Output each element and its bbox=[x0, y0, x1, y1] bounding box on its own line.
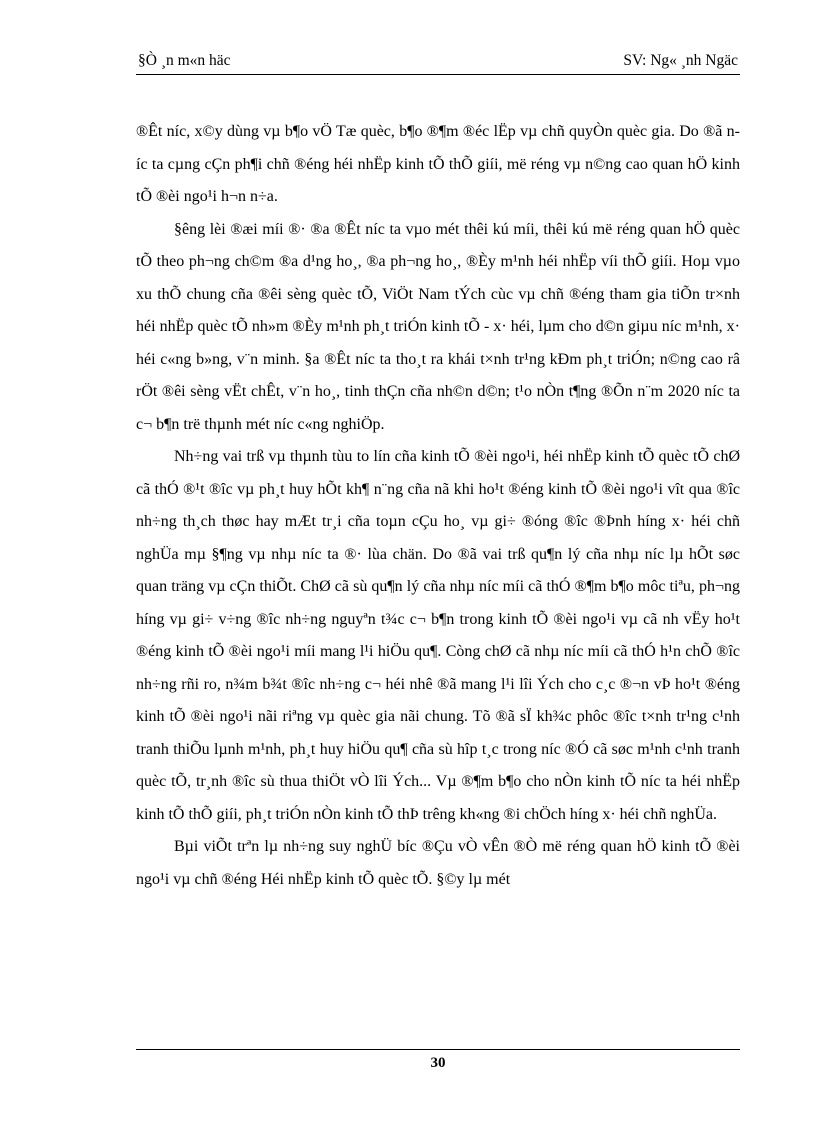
page-header bbox=[136, 52, 740, 75]
paragraph-1: ®Êt níc, x©y dùng vµ b¶o vÖ Tæ quèc, b¶o ®¶m ®éc lËp vµ chñ quyÒn quèc gia. Do ®ã níc ta cµng cÇn ph¶i chñ ®éng héi nhËp kinh tÕ thÕ giíi, më réng vµ n©ng cao quan hÖ kinh tÕ ®èi ngo¹i h¬n n÷a. bbox=[136, 123, 740, 205]
footer-divider bbox=[136, 1049, 740, 1050]
body-text bbox=[136, 116, 740, 896]
paragraph-3: Nh÷ng vai trß vµ thµnh tùu to lín cña kinh tÕ ®èi ngo¹i, héi nhËp kinh tÕ quèc tÕ chØ cã thÓ ®¹t ®îc vµ ph¸t huy hÕt kh¶ n¨ng cña nã khi ho¹t ®éng kinh tÕ ®èi ngo¹i vît qua ®îc nh÷ng th¸ch thøc hay mÆt tr¸i cña toµn cÇu ho¸ vµ gi÷ ®óng ®îc ®Þnh híng x· héi chñ nghÜa mµ §¶ng vµ nhµ níc ta ®· lùa chän. Do ®ã vai trß qu¶n lý cña nhµ níc lµ hÕt søc quan träng vµ cÇn thiÕt. ChØ cã sù qu¶n lý cña nhµ níc míi cã thÓ ®¶m b¶o môc tiªu, ph¬ng híng vµ gi÷ v÷ng ®îc nh÷ng nguyªn t¾c c¬ b¶n trong kinh tÕ ®èi ngo¹i vµ cã nh vËy ho¹t ®éng kinh tÕ ®èi ngo¹i míi mang l¹i hiÖu qu¶. Còng chØ cã nhµ níc míi cã thÓ h¹n chÕ ®îc nh÷ng rñi ro, n¾m b¾t ®îc nh÷ng c¬ héi nhê ®ã mang l¹i lîi Ých cho c¸c ®¬n vÞ ho¹t ®éng kinh tÕ ®èi ngo¹i nãi riªng vµ quèc gia nãi chung. Tõ ®ã sÏ kh¾c phôc ®îc t×nh tr¹ng c¹nh tranh thiÕu lµnh m¹nh, ph¸t huy hiÖu qu¶ cña sù hîp t¸c trong níc ®Ó cã søc m¹nh c¹nh tranh quèc tÕ, tr¸nh ®îc sù thua thiÖt vÒ lîi Ých... Vµ ®¶m b¶o cho nÒn kinh tÕ níc ta héi nhËp kinh tÕ thÕ giíi, ph¸t triÓn nÒn kinh tÕ thÞ trêng kh«ng ®i chÖch híng x· héi chñ nghÜa. bbox=[136, 448, 740, 823]
header-student-name: SV: Ng« ¸nh Ngäc bbox=[623, 52, 738, 69]
page-number: 30 bbox=[430, 1055, 446, 1071]
paragraph-4: Bµi viÕt trªn lµ nh÷ng suy nghÜ bíc ®Çu vÒ vÊn ®Ò më réng quan hÖ kinh tÕ ®èi ngo¹i vµ chñ ®éng Héi nhËp kinh tÕ quèc tÕ. §©y lµ mét bbox=[136, 838, 740, 888]
header-subject-title: §Ò ¸n m«n häc bbox=[138, 52, 231, 69]
paragraph-2: §êng lèi ®æi míi ®· ®a ®Êt níc ta vµo mét thêi kú míi, thêi kú më réng quan hÖ quèc tÕ theo ph¬ng ch©m ®a d¹ng ho¸, ®a ph¬ng ho¸, ®Èy m¹nh héi nhËp víi thÕ giíi. Hoµ vµo xu thÕ chung cña ®êi sèng quèc tÕ, ViÖt Nam tÝch cùc vµ chñ ®éng tham gia tiÕn tr×nh héi nhËp quèc tÕ nh»m ®Èy m¹nh ph¸t triÓn kinh tÕ - x· héi, lµm cho d©n giµu níc m¹nh, x· héi c«ng b»ng, v¨n minh. §a ®Êt níc ta tho¸t ra khái t×nh tr¹ng kÐm ph¸t triÓn; n©ng cao râ rÖt ®êi sèng vËt chÊt, v¨n ho¸, tinh thÇn cña nh©n d©n; t¹o nÒn t¶ng ®Õn n¨m 2020 níc ta c¬ b¶n trë thµnh mét níc c«ng nghiÖp. bbox=[136, 220, 740, 433]
